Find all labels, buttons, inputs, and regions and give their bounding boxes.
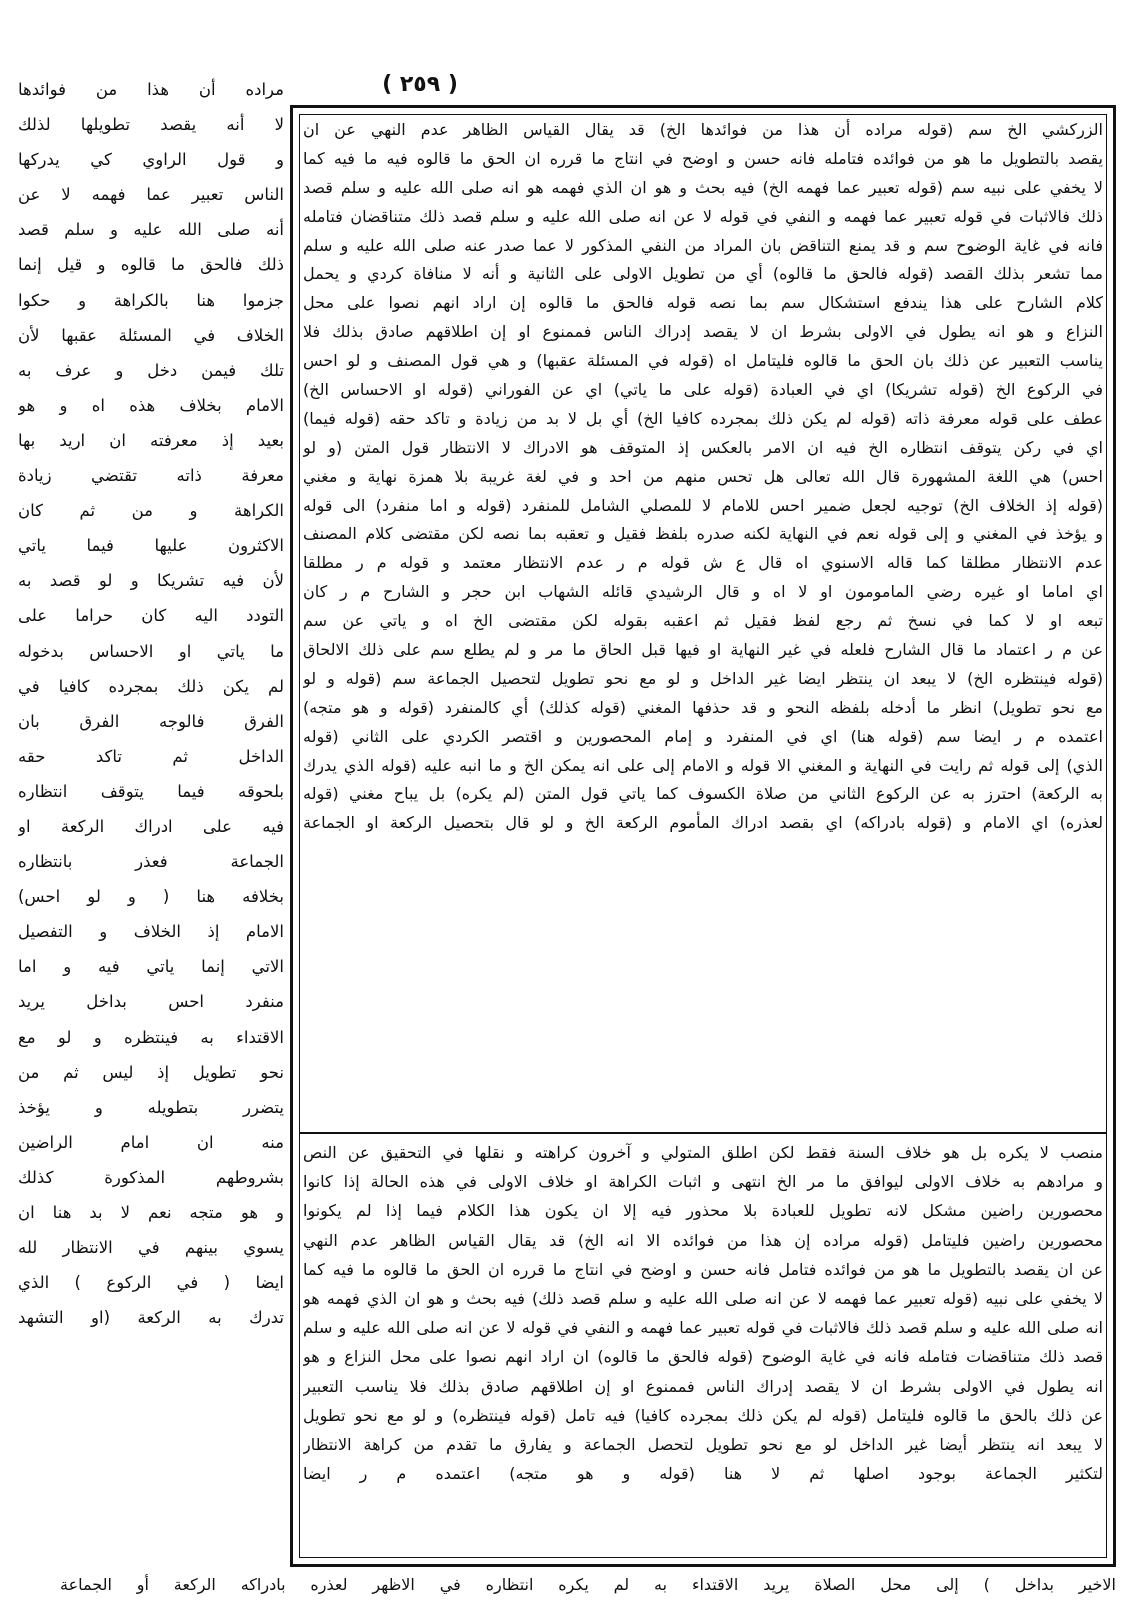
main-line: احس) هي اللغة المشهورة قال الله تعالى هل تحس منهم من احد و في لغة غريبة بلا همزة نهاية و مغني <box>303 466 1103 486</box>
margin-line: الاقتداء به فينتظره و لو مع <box>18 1027 284 1047</box>
lower-commentary <box>303 1138 1103 1548</box>
margin-line: منه ان امام الراضين <box>18 1132 284 1152</box>
margin-line: الامام إذ الخلاف و التفصيل <box>18 922 284 942</box>
margin-line: الناس تعبير عما فهمه لا عن <box>18 185 284 205</box>
main-line: اي في ركن يتوقف انتظاره الخ فيه ان الامر بالعكس إذ المتوقف هو الادراك لا الانتظار قول المتن (و لو <box>303 437 1103 457</box>
margin-line: بخلافه هنا ( و لو احس) <box>18 887 284 907</box>
main-line: الذي) إلى قوله ثم رايت في النهاية و المغني الا قوله و الامام إلى على انه يمكن الخ و ما انبه عليه (قوله الذي يدرك <box>303 755 1103 775</box>
margin-line: يسوي بينهم في الانتظار لله <box>18 1238 284 1258</box>
margin-line: و قول الراوي كي يدركها <box>18 150 284 170</box>
main-line: يناسب التعبير عن ذلك بان الحق ما قالوه فليتامل اه (قوله في المسئلة عقبها) و هي قول المصنف و لو احس <box>303 351 1103 371</box>
main-line: ذلك فالاثبات في قوله تعبير عما فهمه و النفي في قوله لا عن انه صلى الله عليه و سلم قصد ذلك متناقضان فتامله <box>303 206 1103 226</box>
lower-line: لا يبعد انه ينتظر أيضا غير الداخل لو مع نحو تطويل لتحصل الجماعة و يفارق ما تقدم من كراهة الانتظار <box>303 1434 1103 1454</box>
commentary-frame <box>290 105 1116 1567</box>
lower-line: انه صلى الله عليه و سلم قصد ذلك فالاثبات في قوله تعبير عما فهمه و النفي في قوله لا عن انه صلى الله عليه و سلم <box>303 1318 1103 1338</box>
main-line: به الركعة) احترز به عن الركوع الثاني من صلاة الكسوف كما ياتي قول المتن (لم يكره) بل يباح مغني (قوله <box>303 784 1103 804</box>
margin-line: فيه على ادراك الركعة او <box>18 816 284 836</box>
margin-line: منفرد احس بداخل يريد <box>18 992 284 1012</box>
margin-line: بلحوقه فيما يتوقف انتظاره <box>18 781 284 801</box>
lower-line: لتكثير الجماعة بوجود اصلها ثم لا هنا (قوله و هو متجه) اعتمده م ر ايضا <box>303 1464 1103 1484</box>
margin-line: ما ياتي او الاحساس بدخوله <box>18 641 284 661</box>
main-line: كلام الشارح على هذا يندفع استشكال سم بما نصه قوله فالحق ما قالوه إن اراد انهم نصوا على محل <box>303 293 1103 313</box>
margin-line: يتضرر بتطويله و يؤخذ <box>18 1097 284 1117</box>
lower-line: محصورين راضين فليتامل (قوله مراده إن هذا من فوائده الا انه الخ) قد يقال القياس الظاهر عدم النهي <box>303 1230 1103 1250</box>
margin-line: نحو تطويل إذ ليس ثم من <box>18 1062 284 1082</box>
margin-line: بعيد إذ معرفته ان اريد بها <box>18 430 284 450</box>
margin-line: الكراهة و من ثم كان <box>18 501 284 521</box>
margin-line: التودد اليه كان حراما على <box>18 606 284 626</box>
main-line: النزاع و هو انه يطول في الاولى بشرط ان لا يقصد إدراك الناس فممنوع او إن اطلاقهم صادق بذلك فلا <box>303 322 1103 342</box>
main-line: في الركوع الخ (قوله تشريكا) اي في العبادة (قوله على ما ياتي) اي عن الفوراني (قوله او الاحساس الخ) <box>303 380 1103 400</box>
main-line: فانه في غاية الوضوح سم و قد يمنع التناقض بان المراد من النفي المذكور لا عما صدر عنه صلى الله عليه و سلم <box>303 235 1103 255</box>
lower-line: عن ان يقصد بالتطويل ما هو من فوائده فتامل فانه حسن و اوضح في انتاج ما قرره ان الحق ما قالوه ما فيه كما <box>303 1259 1103 1279</box>
main-line: (قوله فينتظره الخ) لا يبعد ان ينتظر ايضا غير الداخل و لو مع نحو تطويل لتحصيل الجماعة سم (قوله و لو <box>303 668 1103 688</box>
main-line: عن م ر اعتماد ما قال الشارح فلعله في غير النهاية او فيها قبل الحاق ما مر و لم يطلع سم على ذلك الالحاق <box>303 640 1103 660</box>
margin-line: بشروطهم المذكورة كذلك <box>18 1167 284 1187</box>
margin-line: جزموا هنا بالكراهة و حكوا <box>18 290 284 310</box>
margin-line: معرفة ذاته تقتضي زيادة <box>18 466 284 486</box>
margin-line: تدرك به الركعة (او التشهد <box>18 1308 284 1328</box>
main-line: اعتمده م ر ايضا سم (قوله هنا) اي في المنفرد و إمام المحصورين و اقتصر الكردي على الثاني (قوله <box>303 726 1103 746</box>
section-divider <box>299 1132 1107 1134</box>
margin-line: الفرق فالوجه الفرق بان <box>18 711 284 731</box>
lower-line: عن ذلك بالحق ما قالوه فليتامل (قوله لم يكن ذلك بمجرده كافيا) فيه تامل (قوله فينتظره) و لو مع نحو تطويل <box>303 1405 1103 1425</box>
main-line: يقصد بالتطويل ما هو من فوائده فتامله فانه حسن و اوضح في انتاج ما قرره ان الحق ما قالوه فيه ما فيه كما <box>303 148 1103 168</box>
margin-line: الداخل ثم تاكد حقه <box>18 746 284 766</box>
margin-line: لم يكن ذلك بمجرده كافيا في <box>18 676 284 696</box>
margin-line: و هو متجه نعم لا بد هنا ان <box>18 1203 284 1222</box>
margin-line: تلك فيمن دخل و عرف به <box>18 360 284 380</box>
margin-line: الامام بخلاف هذه اه و هو <box>18 395 284 415</box>
lower-line: انه يطول في الاولى بشرط ان لا يقصد إدراك الناس فممنوع او إن اطلاقهم صادق بذلك فلا يناسب التعبير <box>303 1376 1103 1396</box>
main-line: الزركشي الخ سم (قوله مراده أن هذا من فوائدها الخ) قد يقال القياس الظاهر عدم النهي عن ان <box>303 120 1103 139</box>
main-line: (قوله إذ الخلاف الخ) توجيه لجعل ضمير احس للامام لا للمصلي الشامل للمنفرد (قوله و اما منفرد) الى قوله <box>303 495 1103 515</box>
lower-line: لا يخفي على نبيه (قوله تعبير عما فهمه لا عن انه صلى الله عليه و سلم قصد ذلك) فيه بحث و هو ان الذي فهمه هو <box>303 1288 1103 1308</box>
lower-line: منصب لا يكره بل هو خلاف السنة فقط لكن اطلق المتولي و آخرون كراهته و نقلها في التحقيق عن النص <box>303 1143 1103 1162</box>
footer-line: الاخير بداخل ) إلى محل الصلاة يريد الاقتداء به لم يكره انتظاره في الاظهر لعذره بادراكه الركعة أو الجماعة <box>60 1575 1116 1594</box>
margin-line: الجماعة فعذر بانتظاره <box>18 852 284 872</box>
main-line: لا يخفي على نبيه سم (قوله تعبير عما فهمه الخ) فيه بحث و هو ان الذي فهمه هو انه صلى الله عليه و سلم قصد <box>303 177 1103 197</box>
margin-line: لا أنه يقصد تطويلها لذلك <box>18 115 284 135</box>
main-commentary <box>303 116 1103 1124</box>
margin-line: ايضا ( في الركوع ) الذي <box>18 1273 284 1293</box>
margin-line: الاتي إنما ياتي فيه و اما <box>18 957 284 977</box>
margin-line: لأن فيه تشريكا و لو قصد به <box>18 571 284 591</box>
margin-line: أنه صلى الله عليه و سلم قصد <box>18 220 284 240</box>
main-line: عدم الانتظار مطلقا كما قاله الاسنوي اه قال ع ش قوله م ر عدم الانتظار معتمد و قوله م ر مطلقا <box>303 553 1103 573</box>
page-number: ( ٢٥٩ ) <box>382 72 458 97</box>
lower-line: قصد ذلك متناقضات فتامله فانه في غاية الوضوح (قوله فالحق ما قالوه) ان اراد انهم نصوا على محل النزاع و هو <box>303 1347 1103 1367</box>
margin-line: مراده أن هذا من فوائدها <box>18 80 284 99</box>
margin-column <box>18 72 284 1552</box>
lower-line: محصورين راضين مشكل لانه تطويل للعبادة بلا محذور فيه إلا ان يكون هذا الكلام فيما إذا لم يكونوا <box>303 1201 1103 1221</box>
main-line: مما تشعر بذلك القصد (قوله فالحق ما قالوه) أي من تطويل الاولى على الثانية و أنه لا منافاة كردي و يحمل <box>303 264 1103 284</box>
main-line: اي اماما او غيره رضي المامومون او لا اه و قال الرشيدي قائله الشهاب ابن حجر و الشارح م ر كان <box>303 582 1103 602</box>
lower-line: و مرادهم به خلاف الاولى ليوافق ما مر الخ انتهى و اثبات الكراهة او خلاف الاولى في هذه الحالة إذا كانوا <box>303 1172 1103 1192</box>
main-line: عطف على قوله معرفة ذاته (قوله لم يكن ذلك بمجرده كافيا الخ) أي بل لا بد من زيادة و تاكد حقه (قوله فيما) <box>303 408 1103 428</box>
margin-line: الاكثرون عليها فيما ياتي <box>18 536 284 556</box>
main-line: مع نحو تطويل) انظر ما أدخله بلفظه النحو و قد حذفها المغني (قوله كذلك) أي كالمنفرد (قوله و هو متجه) <box>303 697 1103 717</box>
main-line: و يؤخذ في المغني و إلى قوله نعم في النهاية لكنه صدره بلفظ فقيل و تعقبه بما نصه لكن مقتضى كلام المصنف <box>303 524 1103 544</box>
main-line: تبعه او لا كما في نسخ ثم رجع لفظ فقيل ثم اعقبه بقوله لكن مقتضى الخ اه و ياتي عن سم <box>303 611 1103 631</box>
main-line: لعذره) اي الامام و (قوله بادراكه) اي بقصد ادراك المأموم الركعة الخ و لو قال بتحصيل الركعة او الجماعة <box>303 813 1103 833</box>
margin-line: الخلاف في المسئلة عقبها لأن <box>18 325 284 345</box>
margin-line: ذلك فالحق ما قالوه و قيل إنما <box>18 255 284 275</box>
